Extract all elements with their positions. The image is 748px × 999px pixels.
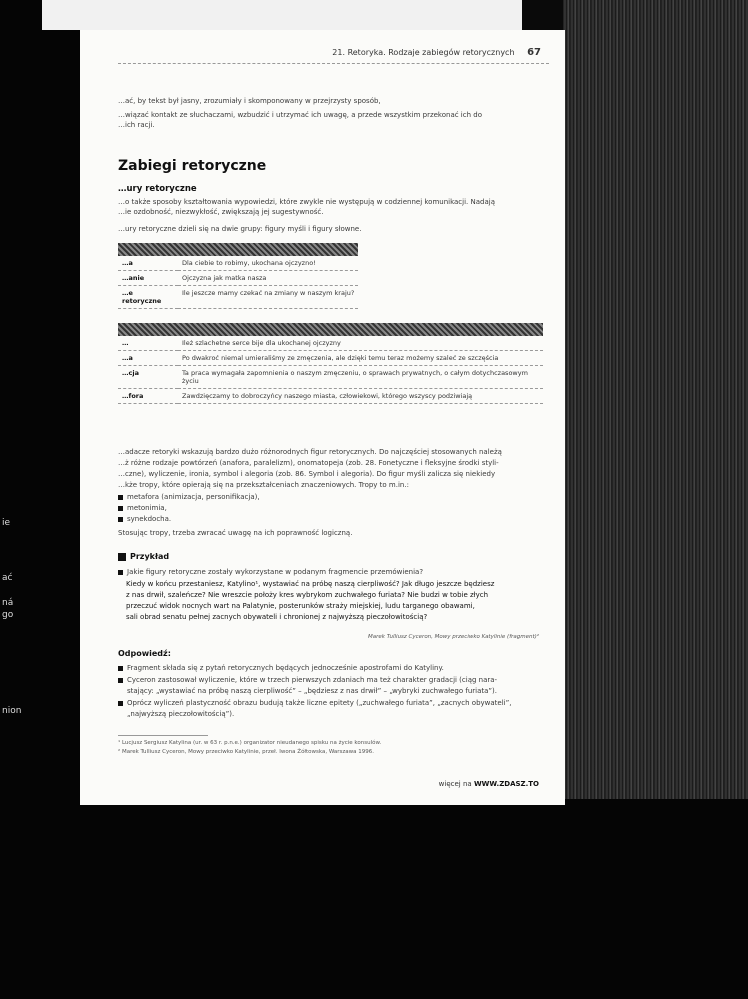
scan-shadow-bottom [0, 799, 748, 999]
table-row [118, 271, 358, 286]
figure-term: …e retoryczne [118, 286, 178, 309]
figure-term: …cja [118, 366, 178, 389]
section-title: Zabiegi retoryczne [118, 158, 267, 174]
figure-term: …fora [118, 389, 178, 404]
table-row [118, 256, 358, 271]
example-icon [118, 553, 126, 561]
list-item [118, 663, 539, 673]
header-rule [118, 63, 549, 64]
answer-text: Fragment składa się z pytań retorycznych będących jednocześnie apostrofami do Katyliny. [127, 664, 444, 672]
list-item [118, 503, 539, 513]
trope-text: metafora (animizacja, personifikacja), [127, 493, 260, 501]
word-figures-table [118, 323, 543, 404]
table-row [118, 336, 543, 351]
figure-term: … [118, 336, 178, 351]
bullet-icon [118, 495, 123, 500]
intro-line: …wiązać kontakt ze słuchaczami, wzbudzić i utrzymać ich uwagę, a przede wszystkim przekonać ich do [118, 111, 482, 119]
research-line: …czne), wyliczenie, ironia, symbol i alegoria (zob. 86. Symbol i alegoria). Do figur myśli zalicza się niekiedy [118, 470, 496, 478]
table-header-bar [118, 323, 543, 336]
intro-line: …ich racji. [118, 121, 155, 129]
quote-line: Kiedy w końcu przestaniesz, Katylino¹, wystawiać na próbę naszą cierpliwość? Jak długo jeszcze będziesz [126, 580, 495, 588]
margin-fragment: ać [2, 573, 13, 583]
figure-example: Ta praca wymagała zapomnienia o naszym zmęczeniu, o sprawach prywatnych, o całym dotychczasowym życiu [178, 366, 543, 389]
tropes-note: Stosując tropy, trzeba zwracać uwagę na ich poprawność logiczną. [118, 529, 353, 537]
figure-example: Po dwakroć niemal umieraliśmy ze zmęczenia, ale dzięki temu teraz możemy szaleć ze szczęścia [178, 351, 543, 366]
subsection-title: …ury retoryczne [118, 184, 197, 194]
footnote: ¹ Lucjusz Sergiusz Katylina (ur. w 63 r. p.n.e.) organizator nieudanego spisku na życie konsulów. [118, 740, 382, 746]
bullet-icon [118, 506, 123, 511]
example-heading: Przykład [118, 552, 169, 561]
margin-fragment: nion [2, 706, 22, 716]
margin-fragment: ie [2, 518, 11, 528]
list-item [118, 567, 539, 577]
answer-text: „najwyższą pieczołowitością”). [127, 710, 235, 718]
page-number: 67 [527, 47, 541, 58]
margin-fragment: ná [2, 598, 14, 608]
list-item [118, 675, 539, 685]
margin-fragment: go [2, 610, 14, 620]
bullet-icon [118, 701, 123, 706]
answer-heading: Odpowiedź: [118, 649, 171, 658]
answer-text: stający: „wystawiać na próbę naszą cierpliwość” – „będziesz z nas drwił” – „wybryki zuchwałego furiata”). [127, 687, 497, 695]
figures-intro-line: …ury retoryczne dzieli się na dwie grupy: figury myśli i figury słowne. [118, 225, 362, 233]
footnote-rule [118, 735, 208, 736]
bullet-icon [118, 666, 123, 671]
figure-term: …a [118, 351, 178, 366]
research-line: …adacze retoryki wskazują bardzo dużo różnorodnych figur retorycznych. Do najczęściej stosowanych należą [118, 448, 502, 456]
footnote: ² Marek Tulliusz Cyceron, Mowy przeciwko Katylinie, przeł. Iwona Żółtowska, Warszawa 1996. [118, 749, 375, 755]
figure-example: Dla ciebie to robimy, ukochana ojczyzno! [178, 256, 358, 271]
figure-term: …anie [118, 271, 178, 286]
figure-example: Ile jeszcze mamy czekać na zmiany w naszym kraju? [178, 286, 358, 309]
thought-figures-table [118, 243, 358, 309]
figure-term: …a [118, 256, 178, 271]
footer-prefix: więcej na [438, 780, 474, 788]
bullet-icon [118, 678, 123, 683]
table-row [118, 389, 543, 404]
answer-text: Cyceron zastosował wyliczenie, które w trzech pierwszych zdaniach ma też charakter gradacji (ciąg nara- [127, 676, 498, 684]
quote-source: Marek Tulliusz Cyceron, Mowy przeciwko Katylinie (fragment)² [368, 634, 539, 640]
running-head [332, 47, 541, 58]
research-line: …ż różne rodzaje powtórzeń (anafora, paralelizm), onomatopeja (zob. 28. Fonetyczne i fleksyjne środki styli- [118, 459, 499, 467]
list-item [118, 698, 539, 708]
trope-text: synekdocha. [127, 515, 172, 523]
list-item [118, 514, 539, 524]
answer-text: Oprócz wyliczeń plastyczność obrazu budują także liczne epitety („zuchwałego furiata”, „zacnych obywateli”, [127, 699, 512, 707]
quote-line: sali obrad senatu pełnej zacnych obywateli i chronionej z najwyższą pieczołowitością? [126, 613, 428, 621]
research-line: …kże tropy, które opierają się na przekształceniach znaczeniowych. Tropy to m.in.: [118, 481, 409, 489]
page-footer [439, 780, 539, 788]
quote-line: z nas drwił, szaleńcze? Nie wreszcie położy kres wybrykom zuchwałego furiata? Nie budzi w tobie złych [126, 591, 489, 599]
list-item [118, 492, 539, 502]
table-header-bar [118, 243, 358, 256]
page-content [118, 30, 549, 805]
quote-line: przeczuć widok nocnych wart na Palatynie, posterunków straży miejskiej, ludu targanego obawami, [126, 602, 475, 610]
figure-example: Ojczyzna jak matka nasza [178, 271, 358, 286]
figure-example: Zawdzięczamy to dobroczyńcy naszego miasta, człowiekowi, którego wszyscy podziwiają [178, 389, 543, 404]
table-row [118, 351, 543, 366]
figure-example: Ileż szlachetne serce bije dla ukochanej ojczyzny [178, 336, 543, 351]
table-row [118, 366, 543, 389]
trope-text: metonimia, [127, 504, 167, 512]
page-top-strip [42, 0, 522, 30]
book-page [80, 30, 565, 805]
intro-line: …ać, by tekst był jasny, zrozumiały i skomponowany w przejrzysty sposób, [118, 97, 381, 105]
bullet-icon [118, 570, 123, 575]
example-question: Jakie figury retoryczne zostały wykorzystane w podanym fragmencie przemówienia? [127, 568, 424, 576]
footer-site-link[interactable]: WWW.ZDASZ.TO [473, 780, 539, 788]
figures-intro-line: …ie ozdobność, niezwykłość, zwiększają jej sugestywność. [118, 208, 324, 216]
figures-intro-line: …o także sposoby kształtowania wypowiedzi, które zwykle nie występują w codziennej komunikacji. Nadają [118, 198, 495, 206]
table-row [118, 286, 358, 309]
running-title: 21. Retoryka. Rodzaje zabiegów retorycznych [332, 48, 515, 57]
bullet-icon [118, 517, 123, 522]
